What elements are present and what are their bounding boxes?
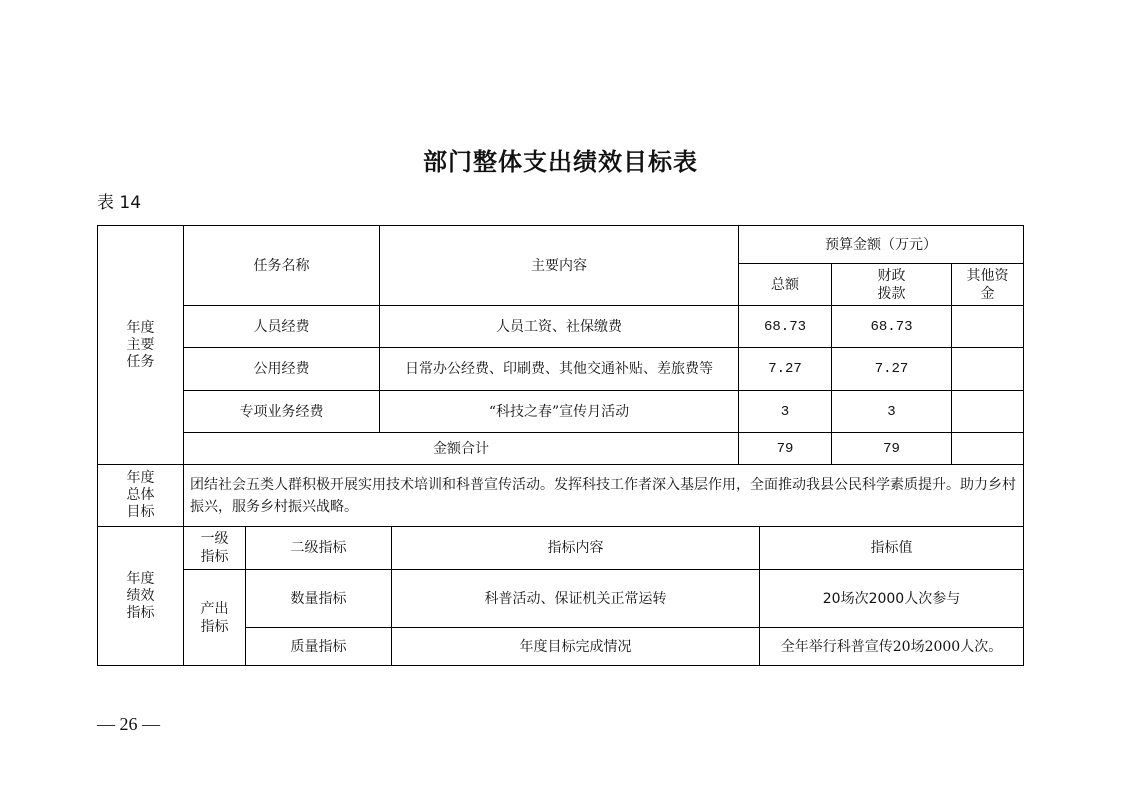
task-other: [952, 306, 1024, 348]
level2-header: 二级指标: [246, 527, 392, 570]
sum-other: [952, 433, 1024, 465]
table-row: [98, 391, 1024, 433]
other-funds-header: 其他资 金: [952, 264, 1024, 306]
budget-header: 预算金额（万元）: [739, 226, 1024, 264]
performance-indicator-table: [97, 526, 1024, 666]
annual-goal-label: 年度 总体 目标: [98, 465, 184, 527]
task-total: 3: [739, 391, 832, 433]
task-content: 人员工资、社保缴费: [380, 306, 739, 348]
indicator-content: 科普活动、保证机关正常运转: [392, 570, 760, 628]
task-name-header: 任务名称: [184, 226, 380, 306]
fiscal-header: 财政 拨款: [832, 264, 952, 306]
annual-goal-text: 团结社会五类人群积极开展实用技术培训和科普宣传活动。发挥科技工作者深入基层作用，全面推动我县公民科学素质提升。助力乡村振兴，服务乡村振兴战略。: [184, 465, 1024, 527]
sum-fiscal: 79: [832, 433, 952, 465]
task-fiscal: 3: [832, 391, 952, 433]
task-total: 68.73: [739, 306, 832, 348]
sum-row: [98, 433, 1024, 465]
indicator-content: 年度目标完成情况: [392, 628, 760, 666]
page-title: 部门整体支出绩效目标表: [423, 148, 698, 176]
page-number: — 26 —: [97, 714, 160, 734]
indicator-value-header: 指标值: [760, 527, 1024, 570]
table-label: 表 14: [97, 193, 142, 213]
task-other: [952, 348, 1024, 391]
level1-header: 一级 指标: [184, 527, 246, 570]
level2-indicator: 质量指标: [246, 628, 392, 666]
task-name: 专项业务经费: [184, 391, 380, 433]
task-fiscal: 68.73: [832, 306, 952, 348]
task-other: [952, 391, 1024, 433]
table-row: [98, 570, 1024, 628]
task-budget-table: [97, 225, 1024, 527]
task-name: 公用经费: [184, 348, 380, 391]
output-indicator-label: 产出 指标: [184, 570, 246, 666]
task-content: 日常办公经费、印刷费、其他交通补贴、差旅费等: [380, 348, 739, 391]
task-fiscal: 7.27: [832, 348, 952, 391]
task-content: “科技之春”宣传月活动: [380, 391, 739, 433]
table-row: [98, 348, 1024, 391]
indicator-value: 20场次2000人次参与: [760, 570, 1024, 628]
indicator-value: 全年举行科普宣传20场2000人次。: [760, 628, 1024, 666]
performance-indicators-label: 年度 绩效 指标: [98, 527, 184, 666]
sum-total: 79: [739, 433, 832, 465]
indicator-content-header: 指标内容: [392, 527, 760, 570]
task-name: 人员经费: [184, 306, 380, 348]
level2-indicator: 数量指标: [246, 570, 392, 628]
task-total: 7.27: [739, 348, 832, 391]
total-header: 总额: [739, 264, 832, 306]
table-row: [98, 306, 1024, 348]
main-content-header: 主要内容: [380, 226, 739, 306]
sum-label: 金额合计: [184, 433, 739, 465]
annual-tasks-label: 年度 主要 任务: [98, 226, 184, 465]
